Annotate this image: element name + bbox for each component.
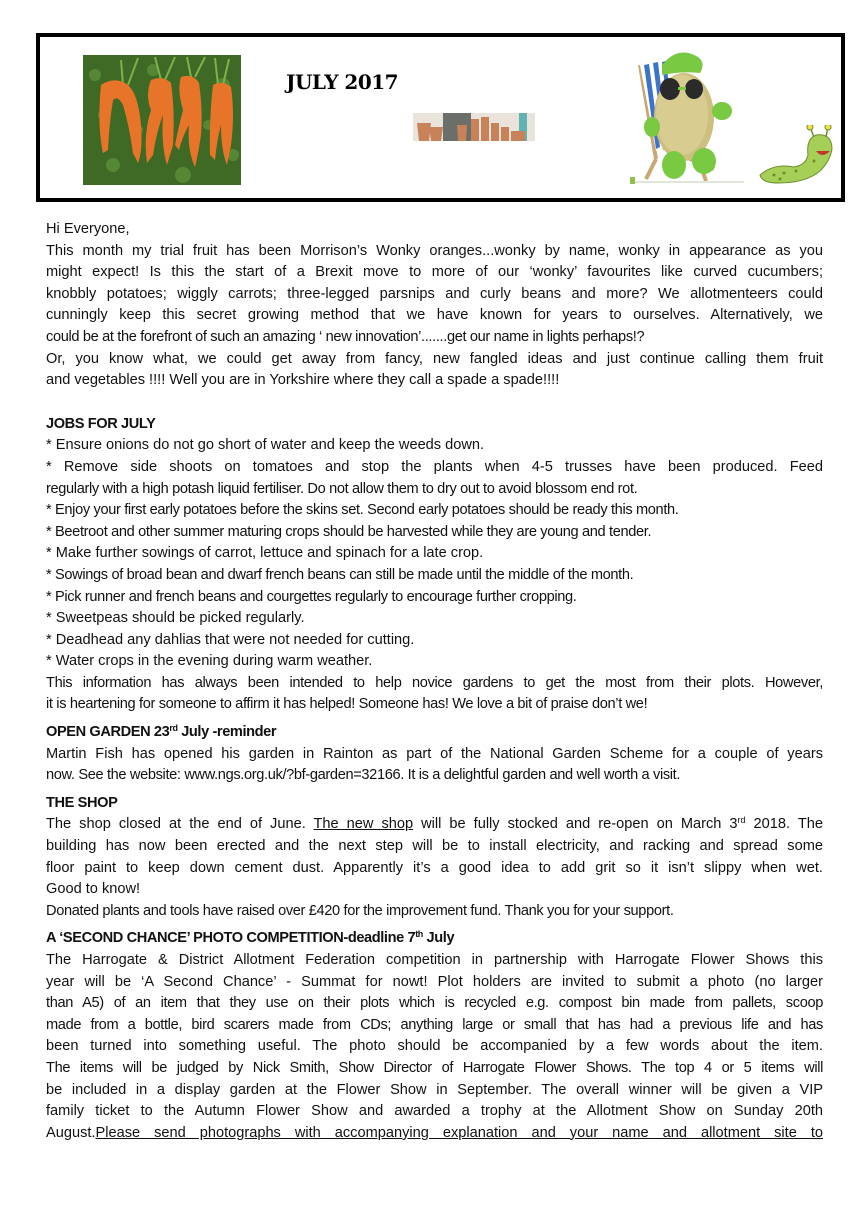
intro-line: knobbly potatoes; wiggly carrots; three-legged parsnips and curly beans and more? We allotmenteers could (46, 285, 823, 302)
competition-section (46, 928, 823, 1144)
competition-line: The Harrogate & District Allotment Federation competition in partnership with Harrogate Flower Shows this (46, 952, 823, 968)
jobs-note-line: This information has always been intended to help novice gardens to get the most from their plots. However, (46, 674, 823, 691)
jobs-section (46, 414, 823, 716)
open-garden-heading (46, 722, 823, 744)
heading-text: July (422, 930, 455, 947)
heading-text: July -reminder (177, 724, 277, 741)
shop-text: 2018. The (745, 816, 823, 833)
shop-line: Good to know! (46, 881, 141, 898)
shop-heading: THE SHOP (46, 794, 118, 811)
jobs-note-line: it is heartening for someone to affirm it has helped! Someone has! We love a bit of praise don’t we! (46, 696, 648, 713)
shop-text: will be fully stocked and re-open on March 3 (413, 816, 738, 833)
job-item: regularly with a high potash liquid fertiliser. Do not allow them to dry out to avoid blossom end rot. (46, 480, 638, 497)
cartoon-slug-image (754, 125, 836, 185)
send-photographs-link[interactable]: Please send photographs with accompanying explanation and your name and allotment site to (95, 1124, 823, 1141)
competition-line: be included in a display garden at the Flower Show in September. The overall winner will be given a VIP (46, 1081, 823, 1098)
heading-text: OPEN GARDEN 23 (46, 724, 170, 741)
newsletter-header (36, 33, 845, 202)
intro-line: might expect! Is this the start of a Brexit move to more of our ‘wonky’ favourites like curved cucumbers; (46, 264, 823, 281)
shop-section (46, 793, 823, 923)
date-superscript: rd (737, 815, 746, 826)
job-item: * Pick runner and french beans and courgettes regularly to encourage further cropping. (46, 588, 577, 605)
spacer (46, 392, 823, 414)
job-item: * Water crops in the evening during warm weather. (46, 653, 373, 670)
job-item: * Beetroot and other summer maturing crops should be harvested while they are young and tender. (46, 523, 652, 540)
intro-line: Or, you know what, we could get away from fancy, new fangled ideas and just continue calling them fruit (46, 350, 823, 367)
heading-text: A ‘SECOND CHANCE’ PHOTO COMPETITION-deadline 7 (46, 930, 416, 947)
open-garden-section (46, 722, 823, 787)
competition-text: August. (46, 1124, 96, 1141)
competition-line (46, 1123, 823, 1145)
open-garden-line: Martin Fish has opened his garden in Rainton as part of the National Garden Scheme for a couple of years (46, 745, 823, 762)
competition-line: made from a bottle, bird scarers made from CDs; anything large or small that has had a previous life and has (46, 1016, 823, 1033)
job-item: * Make further sowings of carrot, lettuce and spinach for a late crop. (46, 545, 484, 562)
shop-line: floor paint to keep down cement dust. Apparently it’s a good idea to add grit so it isn’t slippy when wet. (46, 859, 823, 876)
intro-line: and vegetables !!!! Well you are in Yorkshire where they call a spade a spade!!!! (46, 372, 560, 389)
heading-superscript: th (415, 929, 423, 940)
competition-line: year will be ‘A Second Chance’ - Summat for nowt! Plot holders are invited to submit a photo (no larger (46, 973, 823, 990)
jobs-heading: JOBS FOR JULY (46, 415, 156, 432)
shop-line (46, 814, 823, 836)
job-item: * Remove side shoots on tomatoes and stop the plants when 4-5 trusses have been produced. Feed (46, 458, 823, 475)
job-item: * Ensure onions do not go short of water and keep the weeds down. (46, 437, 485, 454)
terracotta-pots-image (413, 113, 535, 141)
new-shop-link[interactable]: The new shop (313, 816, 414, 833)
intro-line: cunningly keep this secret growing method that we have known for years to ourselves. Alternatively, we (46, 307, 823, 324)
competition-line: The items will be judged by Nick Smith, Show Director of Harrogate Flower Shows. The top 4 or 5 items will (46, 1059, 823, 1076)
shop-line: building has now been erected and the next step will be to install electricity, and racking and spread some (46, 838, 823, 855)
competition-line: family ticket to the Autumn Flower Show and awarded a trophy at the Allotment Show on Sunday 20th (46, 1103, 823, 1120)
job-item: * Deadhead any dahlias that were not needed for cutting. (46, 631, 415, 648)
heading-superscript: rd (169, 723, 178, 734)
shop-text: The shop closed at the end of June. (46, 816, 314, 833)
intro-section (46, 219, 823, 392)
greeting: Hi Everyone, (46, 221, 130, 237)
competition-line: than A5) of an item that they use on their plots which is recycled e.g. compost bin made from pallets, scoop (46, 995, 823, 1012)
shop-line: Donated plants and tools have raised over £420 for the improvement fund. Thank you for your support. (46, 902, 674, 919)
intro-line: This month my trial fruit has been Morrison’s Wonky oranges...wonky by name, wonky in appearance as you (46, 242, 823, 259)
newsletter-body (46, 219, 823, 1144)
job-item: * Sweetpeas should be picked regularly. (46, 610, 305, 627)
potato-deckchair-image (626, 47, 748, 189)
competition-heading (46, 928, 823, 950)
job-item: * Enjoy your first early potatoes before the skins set. Second early potatoes should be ready this month. (46, 502, 679, 519)
competition-line: been turned into something useful. The photo should be accompanied by a few words about the item. (46, 1038, 823, 1055)
job-item: * Sowings of broad bean and dwarf french beans can still be made until the middle of the month. (46, 566, 634, 583)
issue-title: JULY 2017 (286, 70, 399, 94)
intro-line: could be at the forefront of such an amazing ‘ new innovation’.......get our name in lights perhaps!? (46, 328, 645, 345)
wonky-carrots-image (83, 55, 241, 185)
open-garden-line: now. See the website: www.ngs.org.uk/?bf-garden=32166. It is a delightful garden and well worth a visit. (46, 767, 681, 784)
